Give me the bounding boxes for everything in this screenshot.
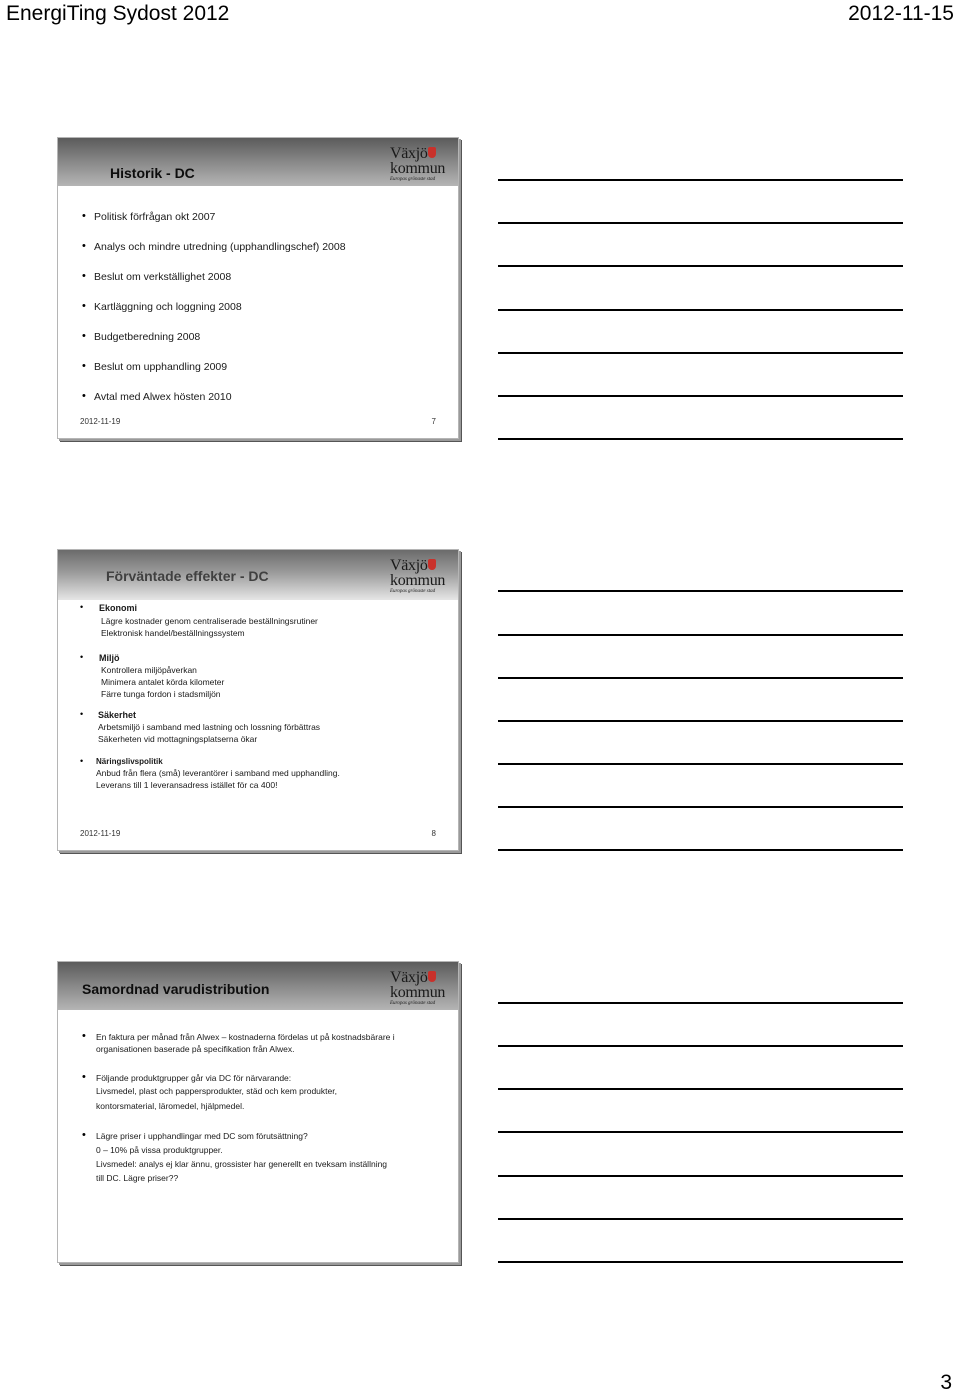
bullet-icon: • [82, 300, 86, 312]
block-line: Livsmedel: analys ej klar ännu, grossister har generellt en tveksam inställning [96, 1159, 388, 1169]
list-item: Budgetberedning 2008 [94, 331, 201, 343]
note-line [498, 590, 903, 592]
block-line: kontorsmaterial, läromedel, hjälpmedel. [96, 1101, 245, 1111]
bullet-icon: • [82, 270, 86, 282]
list-item: Analys och mindre utredning (upphandlingschef) 2008 [94, 241, 346, 253]
bullet-icon: • [80, 756, 84, 766]
slide-title: Samordnad varudistribution [82, 981, 270, 997]
slide-number: 7 [431, 417, 436, 426]
bullet-icon: • [82, 1129, 86, 1141]
bullet-icon: • [82, 360, 86, 372]
note-line [498, 677, 903, 679]
slide-date: 2012-11-19 [80, 417, 121, 426]
block-line: till DC. Lägre priser?? [96, 1173, 179, 1183]
block-line: organisationen baserade på specifikation från Alwex. [96, 1044, 295, 1054]
note-line [498, 1261, 903, 1263]
bullet-icon: • [80, 602, 84, 612]
note-line [498, 1002, 903, 1004]
slide-forvantade-effekter [57, 549, 459, 851]
note-line [498, 849, 903, 851]
crest-icon [428, 971, 436, 982]
note-line [498, 222, 903, 224]
note-line [498, 179, 903, 181]
block-line: Lägre priser i upphandlingar med DC som förutsättning? [96, 1131, 308, 1141]
bullet-icon: • [82, 1030, 86, 1042]
block-line: Följande produktgrupper går via DC för närvarande: [96, 1073, 292, 1083]
page-number: 3 [940, 1371, 952, 1394]
slide-title: Historik - DC [110, 165, 195, 181]
crest-icon [428, 147, 436, 158]
note-line [498, 352, 903, 354]
note-line [498, 763, 903, 765]
slide-historik [57, 137, 459, 439]
group-line: Minimera antalet körda kilometer [101, 677, 225, 687]
note-line [498, 1045, 903, 1047]
crest-icon [428, 559, 436, 570]
group-line: Färre tunga fordon i stadsmiljön [101, 689, 221, 699]
group-heading: Miljö [99, 653, 120, 663]
group-line: Elektronisk handel/beställningssystem [101, 628, 245, 638]
document-date: 2012-11-15 [848, 2, 954, 25]
vaxjo-kommun-logo: Växjö kommun Europas grönaste stad [390, 557, 446, 594]
group-line: Leverans till 1 leveransadress istället för ca 400! [96, 780, 278, 790]
group-line: Lägre kostnader genom centraliserade beställningsrutiner [101, 616, 318, 626]
slide-number: 8 [431, 829, 436, 838]
bullet-icon: • [82, 1071, 86, 1083]
note-line [498, 265, 903, 267]
group-line: Anbud från flera (små) leverantörer i samband med upphandling. [96, 768, 340, 778]
list-item: Beslut om upphandling 2009 [94, 361, 228, 373]
group-line: Kontrollera miljöpåverkan [101, 665, 197, 675]
bullet-icon: • [82, 390, 86, 402]
list-item: Politisk förfrågan okt 2007 [94, 211, 216, 223]
note-line [498, 1088, 903, 1090]
bullet-icon: • [80, 652, 84, 662]
group-line: Arbetsmiljö i samband med lastning och lossning förbättras [98, 722, 321, 732]
note-line [498, 438, 903, 440]
group-line: Säkerheten vid mottagningsplatserna ökar [98, 734, 258, 744]
note-line [498, 806, 903, 808]
document-title: EnergiTing Sydost 2012 [6, 2, 230, 25]
note-line [498, 309, 903, 311]
vaxjo-kommun-logo: Växjö kommun Europas grönaste stad [390, 969, 446, 1006]
list-item: Beslut om verkställighet 2008 [94, 271, 232, 283]
note-line [498, 1218, 903, 1220]
vaxjo-kommun-logo: Växjö kommun Europas grönaste stad [390, 145, 446, 182]
group-heading: Näringslivspolitik [96, 757, 163, 766]
note-line [498, 1131, 903, 1133]
slide-title: Förväntade effekter - DC [106, 568, 269, 584]
bullet-icon: • [82, 330, 86, 342]
bullet-icon: • [82, 210, 86, 222]
note-line [498, 634, 903, 636]
block-line: En faktura per månad från Alwex – kostnaderna fördelas ut på kostnadsbärare i [96, 1032, 395, 1042]
block-line: 0 – 10% på vissa produktgrupper. [96, 1145, 223, 1155]
group-heading: Säkerhet [98, 710, 137, 720]
bullet-icon: • [82, 240, 86, 252]
note-line [498, 720, 903, 722]
list-item: Avtal med Alwex hösten 2010 [94, 391, 232, 403]
note-line [498, 395, 903, 397]
slide-samordnad-varudistribution [57, 961, 459, 1263]
block-line: Livsmedel, plast och pappersprodukter, städ och kem produkter, [96, 1086, 337, 1096]
group-heading: Ekonomi [99, 603, 138, 613]
bullet-icon: • [80, 709, 84, 719]
note-line [498, 1175, 903, 1177]
slide-date: 2012-11-19 [80, 829, 121, 838]
list-item: Kartläggning och loggning 2008 [94, 301, 242, 313]
